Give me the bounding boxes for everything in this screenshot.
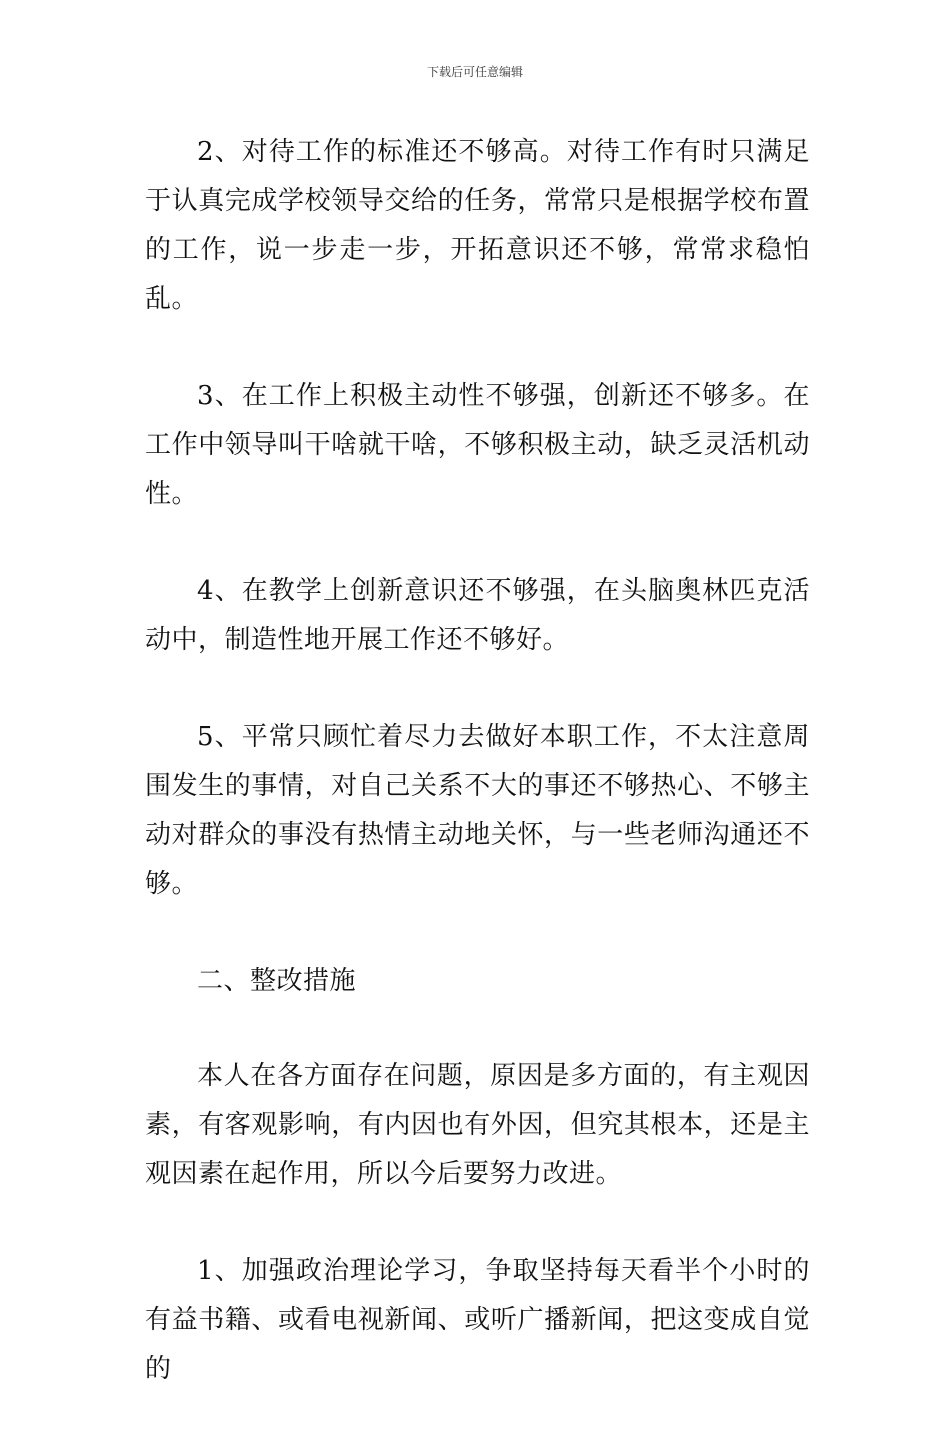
paragraph-item-5: 5、平常只顾忙着尽力去做好本职工作，不太注意周围发生的事情，对自己关系不大的事还不够热心、不够主动对群众的事没有热情主动地关怀，与一些老师沟通还不够。 (145, 722, 810, 899)
document-body (145, 128, 810, 1442)
paragraph-item-2: 2、对待工作的标准还不够高。对待工作有时只满足于认真完成学校领导交给的任务，常常只是根据学校布置的工作，说一步走一步，开拓意识还不够，常常求稳怕乱。 (145, 137, 810, 314)
paragraph-measure-1: 1、加强政治理论学习，争取坚持每天看半个小时的有益书籍、或看电视新闻、或听广播新闻，把这变成自觉的 (145, 1256, 810, 1384)
paragraph-item-4: 4、在教学上创新意识还不够强，在头脑奥林匹克活动中，制造性地开展工作还不够好。 (145, 576, 810, 655)
page-header: 下载后可任意编辑 (426, 65, 523, 79)
section-heading-rectification: 二、整改措施 (197, 966, 357, 996)
paragraph-item-3: 3、在工作上积极主动性不够强，创新还不够多。在工作中领导叫干啥就干啥，不够积极主动，缺乏灵活机动性。 (145, 381, 810, 509)
paragraph-cause-analysis: 本人在各方面存在问题，原因是多方面的，有主观因素，有客观影响，有内因也有外因，但究其根本，还是主观因素在起作用，所以今后要努力改进。 (145, 1061, 810, 1189)
